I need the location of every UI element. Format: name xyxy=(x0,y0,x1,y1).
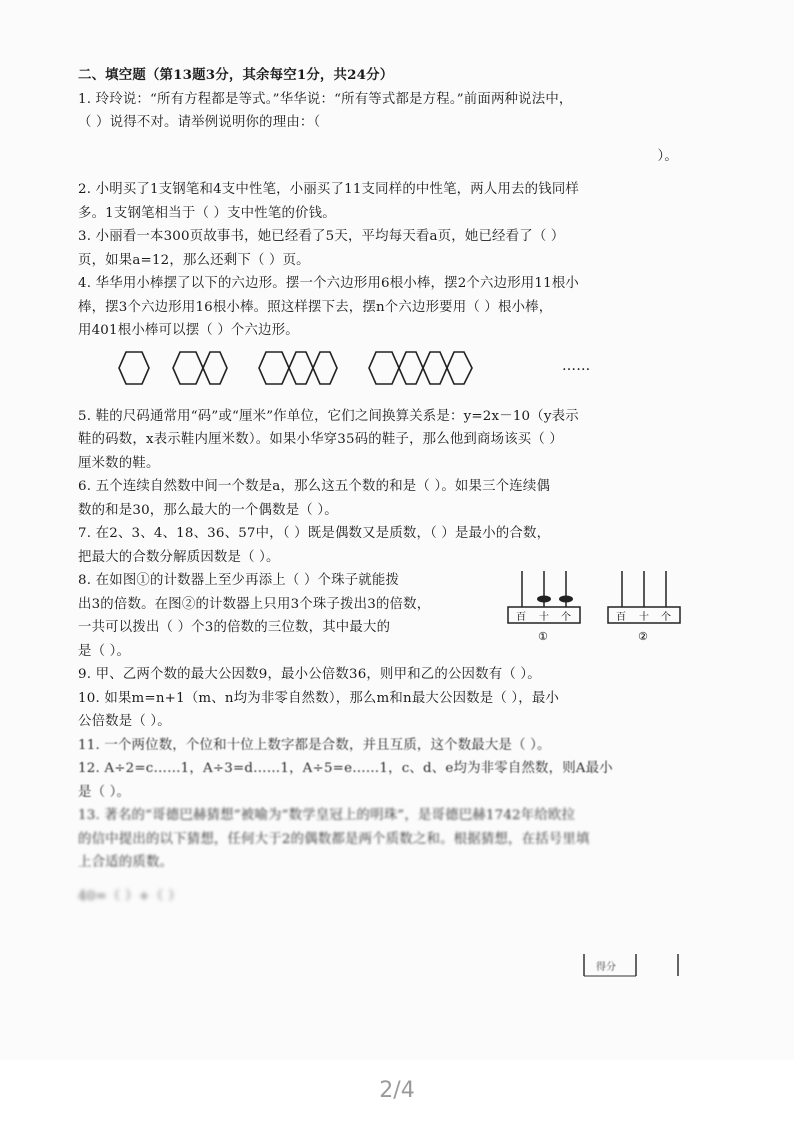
question-8 xyxy=(78,569,718,663)
q1-line-3: ）。 xyxy=(657,148,678,164)
score-box-frame xyxy=(582,952,682,978)
abacus-figure-2 xyxy=(604,567,684,647)
question-10 xyxy=(78,687,718,734)
abacus1-label-ones: 个 xyxy=(561,612,572,623)
q4-line-3: 用401根小棒可以摆（ ）个六边形。 xyxy=(78,323,299,338)
q13-line-3: 上合适的质数。 xyxy=(78,855,174,870)
continuation-dots: …… xyxy=(562,357,591,374)
q11-line-1: 11. 一个两位数，个位和十位上数字都是合数，并且互质，这个数最大是（ ）。 xyxy=(78,737,551,753)
q13-line-2: 的信中提出的以下猜想，任何大于2的偶数都是两个质数之和。根据猜想，在括号里填 xyxy=(78,831,590,847)
question-7 xyxy=(78,522,718,569)
q8-line-2: 出3的倍数。在图②的计数器上只用3个珠子拨出3的倍数， xyxy=(78,596,431,612)
q10-line-1: 10. 如果m=n+1（m、n均为非零自然数），那么m和n最大公因数是（ ），最小 xyxy=(78,690,560,706)
q7-line-1: 7. 在2、3、4、18、36、57中，（ ）既是偶数又是质数，（ ）是最小的合数， xyxy=(78,526,551,541)
q2-line-2: 多。1支钢笔相当于（ ）支中性笔的价钱。 xyxy=(78,205,336,221)
page-indicator: 2/4 xyxy=(379,1078,415,1103)
question-6 xyxy=(78,475,718,522)
q5-line-1: 5. 鞋的尺码通常用“码”或“厘米”作单位，它们之间换算关系是：y=2x－10（y表示 xyxy=(78,408,579,424)
question-13 xyxy=(78,804,718,908)
hexagon-figure-3 xyxy=(258,351,338,385)
score-box-label: 得分 xyxy=(596,962,616,973)
q1-line-2: （ ）说得不对。请举例说明你的理由：（ xyxy=(78,115,321,130)
q5-line-3: 厘米数的鞋。 xyxy=(78,455,160,471)
abacus2-label-tens: 十 xyxy=(639,612,650,623)
abacus2-label-ones: 个 xyxy=(661,612,672,623)
abacus2-label-hundreds: 百 xyxy=(616,612,627,623)
abacus2-caption: ② xyxy=(638,630,649,643)
q5-line-2: 鞋的码数，x表示鞋内厘米数）。如果小华穿35码的鞋子，那么他到商场该买（ ） xyxy=(78,432,564,447)
q9-line-1: 9. 甲、乙两个数的最大公因数9，最小公倍数36，则甲和乙的公因数有（ ）。 xyxy=(78,667,541,682)
question-12 xyxy=(78,757,718,804)
q3-line-2: 页，如果a=12，那么还剩下（ ）页。 xyxy=(78,252,310,268)
q4-line-2: 棒，摆3个六边形用16根小棒。照这样摆下去，摆n个六边形要用（ ）根小棒， xyxy=(78,299,553,315)
question-1 xyxy=(78,88,718,169)
q8-line-1: 8. 在如图①的计数器上至少再添上（ ）个珠子就能拨 xyxy=(78,573,400,588)
hexagon-figure-1 xyxy=(118,351,150,385)
q8-line-4: 是（ ）。 xyxy=(78,643,131,659)
q12-line-1: 12. A÷2=c……1，A÷3=d……1，A÷5=e……1，c、d、e均为非零自然数，则A最小 xyxy=(78,761,613,776)
question-11 xyxy=(78,734,718,758)
q6-line-2: 数的和是30，那么最大的一个偶数是（ ）。 xyxy=(78,502,338,518)
exam-content xyxy=(78,64,718,908)
abacus1-label-tens: 十 xyxy=(539,612,550,623)
question-9 xyxy=(78,663,718,687)
q13-line-1: 13. 著名的“哥德巴赫猜想”被喻为“数学皇冠上的明珠”，是哥德巴赫1742年给欧拉 xyxy=(78,808,576,823)
q2-line-1: 2. 小明买了1支钢笔和4支中性笔，小丽买了11支同样的中性笔，两人用去的钱同样 xyxy=(78,182,579,197)
q4-line-1: 4. 华华用小棒摆了以下的六边形。摆一个六边形用6根小棒，摆2个六边形用11根小 xyxy=(78,276,579,291)
hexagon-figures xyxy=(118,343,718,395)
q13-line-4: 40=（ ）+（ ） xyxy=(78,888,182,904)
hexagon-figure-2 xyxy=(172,351,228,385)
q1-line-1: 1. 玲玲说：“所有方程都是等式。”华华说：“所有等式都是方程。”前面两种说法中， xyxy=(78,91,573,107)
question-4 xyxy=(78,272,718,395)
question-5 xyxy=(78,405,718,476)
q7-line-2: 把最大的合数分解质因数是（ ）。 xyxy=(78,549,280,565)
section-heading: 二、填空题（第13题3分，其余每空1分，共24分） xyxy=(78,67,394,83)
q12-line-2: 是（ ）。 xyxy=(78,784,131,800)
score-box xyxy=(582,952,682,978)
q8-line-3: 一共可以拨出（ ）个3的倍数的三位数，其中最大的 xyxy=(78,620,391,635)
abacus-figure-1 xyxy=(504,567,584,647)
q10-line-2: 公倍数是（ ）。 xyxy=(78,714,171,729)
question-2 xyxy=(78,178,718,225)
hexagon-figure-4 xyxy=(368,351,474,385)
q6-line-1: 6. 五个连续自然数中间一个数是a，那么这五个数的和是（ ）。如果三个连续偶 xyxy=(78,479,551,494)
q3-line-1: 3. 小丽看一本300页故事书，她已经看了5天，平均每天看a页，她已经看了（ ） xyxy=(78,229,565,244)
question-3 xyxy=(78,225,718,272)
abacus1-label-hundreds: 百 xyxy=(516,612,527,623)
abacus1-caption: ① xyxy=(538,630,549,643)
